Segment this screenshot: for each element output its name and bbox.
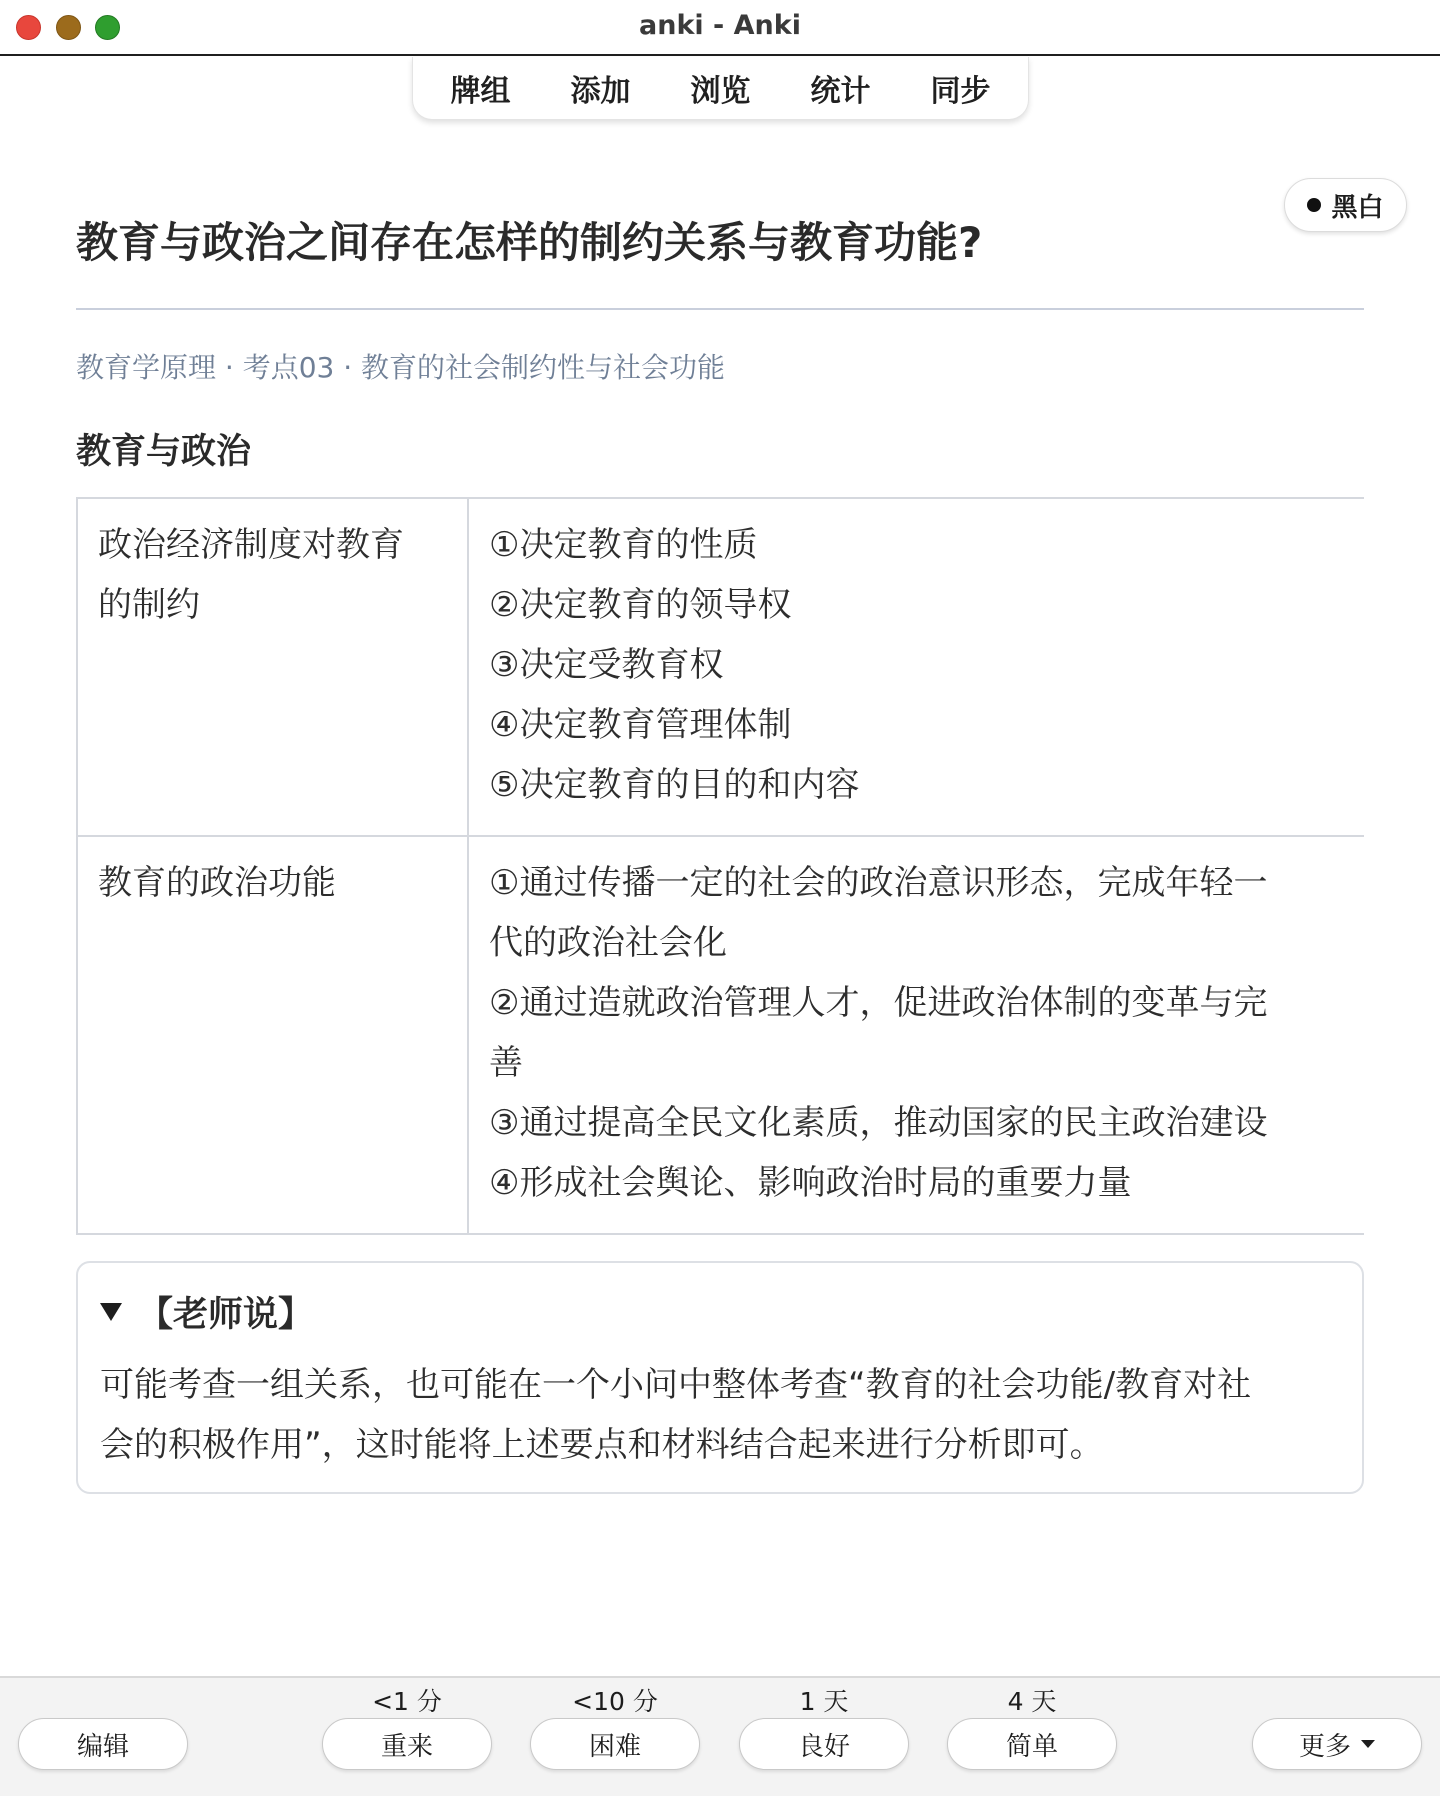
point-item: ④形成社会舆论、影响政治时局的重要力量: [489, 1163, 1132, 1203]
hard-interval: <10 分: [572, 1687, 658, 1716]
teacher-notes-line: 会的积极作用”，这时能将上述要点和材料结合起来进行分析即可。: [100, 1425, 1104, 1465]
table-points-cell: [468, 836, 1364, 1234]
card-breadcrumb: 教育学原理 · 考点03 · 教育的社会制约性与社会功能: [76, 351, 726, 384]
knowledge-table: [76, 497, 1364, 1235]
table-label-cell: [77, 498, 468, 836]
table-row: [77, 836, 1364, 1234]
window-title: anki - Anki: [639, 10, 801, 41]
edit-button[interactable]: 编辑: [18, 1718, 188, 1770]
teacher-notes-text: [100, 1355, 1340, 1475]
disclosure-triangle-icon: [100, 1303, 122, 1321]
point-item: ④决定教育管理体制: [489, 705, 792, 745]
point-item: ③决定受教育权: [489, 645, 724, 685]
teacher-notes-summary[interactable]: [100, 1287, 313, 1337]
point-item: ③通过提高全民文化素质，推动国家的民主政治建设: [489, 1103, 1268, 1143]
main-toolbar: [412, 57, 1029, 120]
label-line: 教育的政治功能: [98, 863, 336, 903]
point-item: 善: [489, 1043, 523, 1083]
more-button-label: 更多: [1298, 1731, 1351, 1762]
table-points-cell: [468, 498, 1364, 836]
table-label-cell: [77, 836, 468, 1234]
teacher-notes-heading: 【老师说】: [138, 1295, 314, 1335]
easy-button[interactable]: 简单: [947, 1718, 1117, 1770]
label-line: 的制约: [98, 585, 200, 625]
theme-toggle-label: 黑白: [1331, 192, 1384, 223]
good-interval: 1 天: [799, 1687, 849, 1716]
question-divider: [76, 308, 1364, 310]
section-title: 教育与政治: [76, 432, 252, 472]
label-line: 政治经济制度对教育: [98, 525, 404, 565]
caret-down-icon: [1361, 1740, 1375, 1748]
title-bar: [0, 0, 1440, 56]
point-item: ②决定教育的领导权: [489, 585, 792, 625]
hard-button[interactable]: 困难: [530, 1718, 700, 1770]
teacher-notes-details: [76, 1261, 1364, 1494]
again-interval: <1 分: [372, 1687, 442, 1716]
toolbar-stats-link[interactable]: 统计: [810, 74, 871, 109]
point-item: 代的政治社会化: [489, 923, 727, 963]
answer-bar: [0, 1676, 1440, 1796]
teacher-notes-line: 可能考查一组关系，也可能在一个小问中整体考查“教育的社会功能/教育对社: [100, 1365, 1252, 1405]
point-item: ②通过造就政治管理人才，促进政治体制的变革与完: [489, 983, 1268, 1023]
point-item: ①决定教育的性质: [489, 525, 758, 565]
toolbar-browse-link[interactable]: 浏览: [690, 74, 751, 109]
point-item: ①通过传播一定的社会的政治意识形态，完成年轻一: [489, 863, 1268, 903]
table-row: [77, 498, 1364, 836]
easy-interval: 4 天: [1007, 1687, 1057, 1716]
again-button[interactable]: 重来: [322, 1718, 492, 1770]
toolbar-decks-link[interactable]: 牌组: [450, 74, 511, 109]
dot-icon: [1307, 198, 1321, 212]
theme-toggle-button[interactable]: [1284, 178, 1407, 232]
card-question: 教育与政治之间存在怎样的制约关系与教育功能?: [76, 218, 983, 267]
toolbar-sync-link[interactable]: 同步: [930, 74, 991, 109]
good-button[interactable]: 良好: [739, 1718, 909, 1770]
more-button[interactable]: [1252, 1718, 1422, 1770]
toolbar-add-link[interactable]: 添加: [570, 74, 631, 109]
point-item: ⑤决定教育的目的和内容: [489, 765, 860, 805]
